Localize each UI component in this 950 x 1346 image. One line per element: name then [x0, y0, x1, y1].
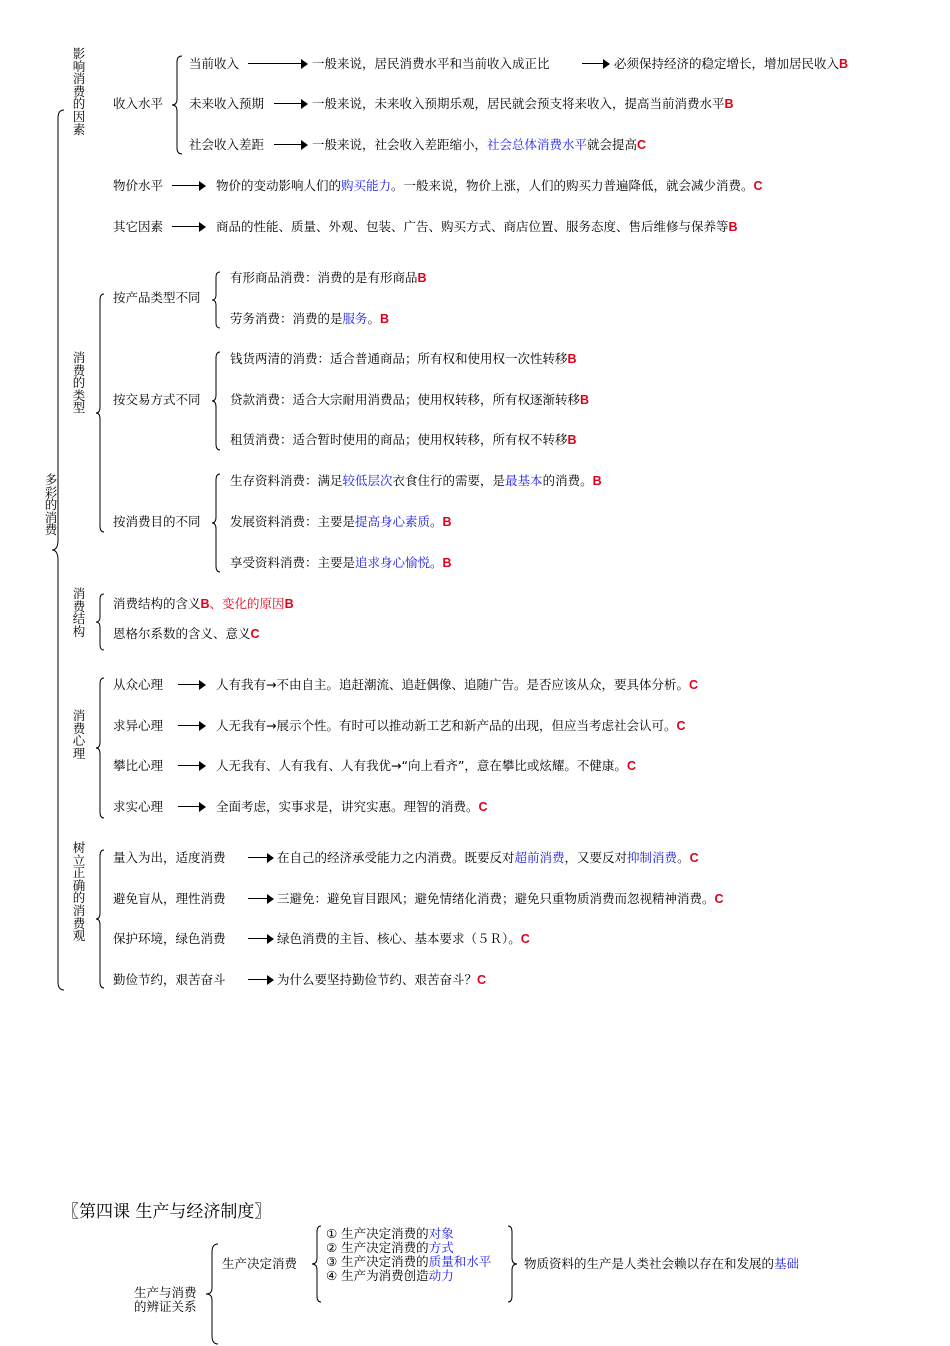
- arrow-icon: [248, 59, 308, 69]
- income-gap-text: 一般来说，社会收入差距缩小，社会总体消费水平就会提高C: [312, 137, 647, 152]
- factors-title: 影响消费的因素: [72, 46, 86, 137]
- thrift-text: 为什么要坚持勤俭节约、艰苦奋斗？C: [277, 972, 487, 987]
- rational-label: 避免盲从，理性消费: [113, 891, 226, 906]
- level-badge: B: [724, 97, 734, 111]
- arrow-icon: [248, 934, 274, 944]
- arrow-icon: [172, 181, 206, 191]
- green-text: 绿色消费的主旨、核心、基本要求（５Ｒ）。C: [277, 931, 530, 946]
- level-badge: C: [250, 627, 260, 641]
- moderate-label: 量入为出，适度消费: [113, 850, 226, 865]
- engel-text: 恩格尔系数的含义、意义C: [113, 626, 260, 641]
- other-text: 商品的性能、质量、外观、包装、广告、购买方式、商店位置、服务态度、售后维修与保养等B: [216, 219, 738, 234]
- arrow-icon: [178, 761, 206, 771]
- by-trade-label: 按交易方式不同: [113, 392, 201, 407]
- brace-root: [52, 110, 66, 990]
- brace-structure: [96, 594, 106, 650]
- income-label: 收入水平: [113, 96, 164, 111]
- lesson4-heading: 〖第四课 生产与经济制度〗: [62, 1202, 272, 1222]
- survival-text: 生存资料消费：满足较低层次衣食住行的需要，是最基本的消费。B: [230, 473, 602, 488]
- level-badge: C: [753, 179, 763, 193]
- level-badge: B: [380, 312, 390, 326]
- level-badge: C: [676, 719, 686, 733]
- rational-text: 三避免：避免盲目跟风；避免情绪化消费；避免只重物质消费而忽视精神消费。C: [277, 891, 724, 906]
- brace-points-right: [508, 1226, 518, 1302]
- arrow-icon: [274, 140, 308, 150]
- level-badge: B: [417, 271, 427, 285]
- by-product-label: 按产品类型不同: [113, 290, 201, 305]
- current-income-text: 一般来说，居民消费水平和当前收入成正比: [312, 56, 550, 71]
- level-badge: B: [728, 220, 738, 234]
- level-badge: C: [626, 759, 636, 773]
- level-badge: B: [839, 57, 849, 71]
- level-badge: B: [442, 556, 452, 570]
- psych-text: 人无我有、人有我有、人有我优→“向上看齐”，意在攀比或炫耀。不健康。C: [216, 758, 636, 773]
- psych-label: 攀比心理: [113, 758, 164, 773]
- level-badge: B: [567, 352, 577, 366]
- brace-points-left: [312, 1226, 322, 1302]
- root-title: 多彩的消费: [44, 472, 58, 538]
- level-badge: B: [442, 515, 452, 529]
- correct-title: 树立正确的消费观: [72, 840, 86, 944]
- psych-label: 求异心理: [113, 718, 164, 733]
- level-badge: B: [580, 393, 590, 407]
- brace-by-trade: [212, 352, 222, 450]
- arrow-icon: [172, 222, 206, 232]
- level-badge: C: [688, 678, 699, 692]
- arrow-icon: [582, 59, 610, 69]
- psych-label: 求实心理: [113, 799, 164, 814]
- development-text: 发展资料消费：主要是提高身心素质。B: [230, 514, 452, 529]
- psych-text: 人有我有→不由自主。追赶潮流、追赶偶像、追随广告。是否应该从众，要具体分析。C: [216, 677, 699, 692]
- structure-title: 消费结构: [72, 586, 86, 639]
- current-income-result: 必须保持经济的稳定增长，增加居民收入B: [614, 56, 849, 71]
- level-badge: B: [567, 433, 577, 447]
- brace-by-product: [212, 272, 222, 328]
- brace-psychology: [96, 678, 106, 818]
- future-income-label: 未来收入预期: [189, 96, 265, 111]
- level-badge: C: [520, 932, 530, 946]
- types-title: 消费的类型: [72, 350, 86, 416]
- arrow-icon: [248, 975, 274, 985]
- point-item: ③ 生产决定消费的质量和水平: [326, 1254, 492, 1269]
- other-label: 其它因素: [113, 219, 164, 234]
- arrow-icon: [178, 680, 206, 690]
- brace-factors: [92, 60, 104, 68]
- psych-text: 人无我有→展示个性。有时可以推动新工艺和新产品的出现，但应当考虑社会认可。C: [216, 718, 686, 733]
- brace-correct: [96, 850, 106, 988]
- structure-meaning: 消费结构的含义B、变化的原因B: [113, 596, 294, 611]
- point-item: ② 生产决定消费的方式: [326, 1240, 454, 1255]
- price-text: 物价的变动影响人们的购买能力。一般来说，物价上涨，人们的购买力普遍降低，就会减少消费。C: [216, 178, 763, 193]
- psychology-title: 消费心理: [72, 708, 86, 761]
- brace-relation: [206, 1244, 220, 1344]
- point-item: ① 生产决定消费的对象: [326, 1226, 454, 1241]
- moderate-text: 在自己的经济承受能力之内消费。既要反对超前消费，又要反对抑制消费。C: [277, 850, 699, 865]
- arrow-icon: [248, 894, 274, 904]
- brace-income: [172, 56, 184, 154]
- arrow-icon: [248, 853, 274, 863]
- enjoyment-text: 享受资料消费：主要是追求身心愉悦。B: [230, 555, 452, 570]
- level-badge: C: [477, 973, 487, 987]
- level-badge: C: [478, 800, 488, 814]
- tangible-text: 有形商品消费：消费的是有形商品B: [230, 270, 427, 285]
- brace-types: [96, 294, 106, 532]
- relation-line1: 生产与消费: [134, 1285, 197, 1300]
- current-income-label: 当前收入: [189, 56, 240, 71]
- thrift-label: 勤俭节约，艰苦奋斗: [113, 972, 226, 987]
- psych-label: 从众心理: [113, 677, 164, 692]
- by-purpose-label: 按消费目的不同: [113, 514, 201, 529]
- level-badge: C: [637, 138, 647, 152]
- decides-label: 生产决定消费: [222, 1256, 298, 1271]
- loan-text: 贷款消费：适合大宗耐用消费品；使用权转移，所有权逐渐转移B: [230, 392, 590, 407]
- future-income-text: 一般来说，未来收入预期乐观，居民就会预支将来收入，提高当前消费水平B: [312, 96, 734, 111]
- arrow-icon: [274, 99, 308, 109]
- green-label: 保护环境，绿色消费: [113, 931, 226, 946]
- service-text: 劳务消费：消费的是服务。B: [230, 311, 390, 326]
- level-badge: C: [689, 851, 699, 865]
- psych-text: 全面考虑，实事求是，讲究实惠。理智的消费。C: [216, 799, 488, 814]
- relation-line2: 的辨证关系: [134, 1299, 197, 1314]
- brace-by-purpose: [212, 474, 222, 572]
- level-badge: B: [592, 474, 602, 488]
- income-gap-label: 社会收入差距: [189, 137, 265, 152]
- cash-text: 钱货两清的消费：适合普通商品；所有权和使用权一次性转移B: [230, 351, 577, 366]
- arrow-icon: [178, 802, 206, 812]
- rent-text: 租赁消费：适合暂时使用的商品；使用权转移，所有权不转移B: [230, 432, 577, 447]
- conclusion-text: 物质资料的生产是人类社会赖以存在和发展的基础: [524, 1256, 800, 1271]
- price-label: 物价水平: [113, 178, 164, 193]
- level-badge: C: [714, 892, 724, 906]
- point-item: ④ 生产为消费创造动力: [326, 1268, 454, 1283]
- arrow-icon: [178, 721, 206, 731]
